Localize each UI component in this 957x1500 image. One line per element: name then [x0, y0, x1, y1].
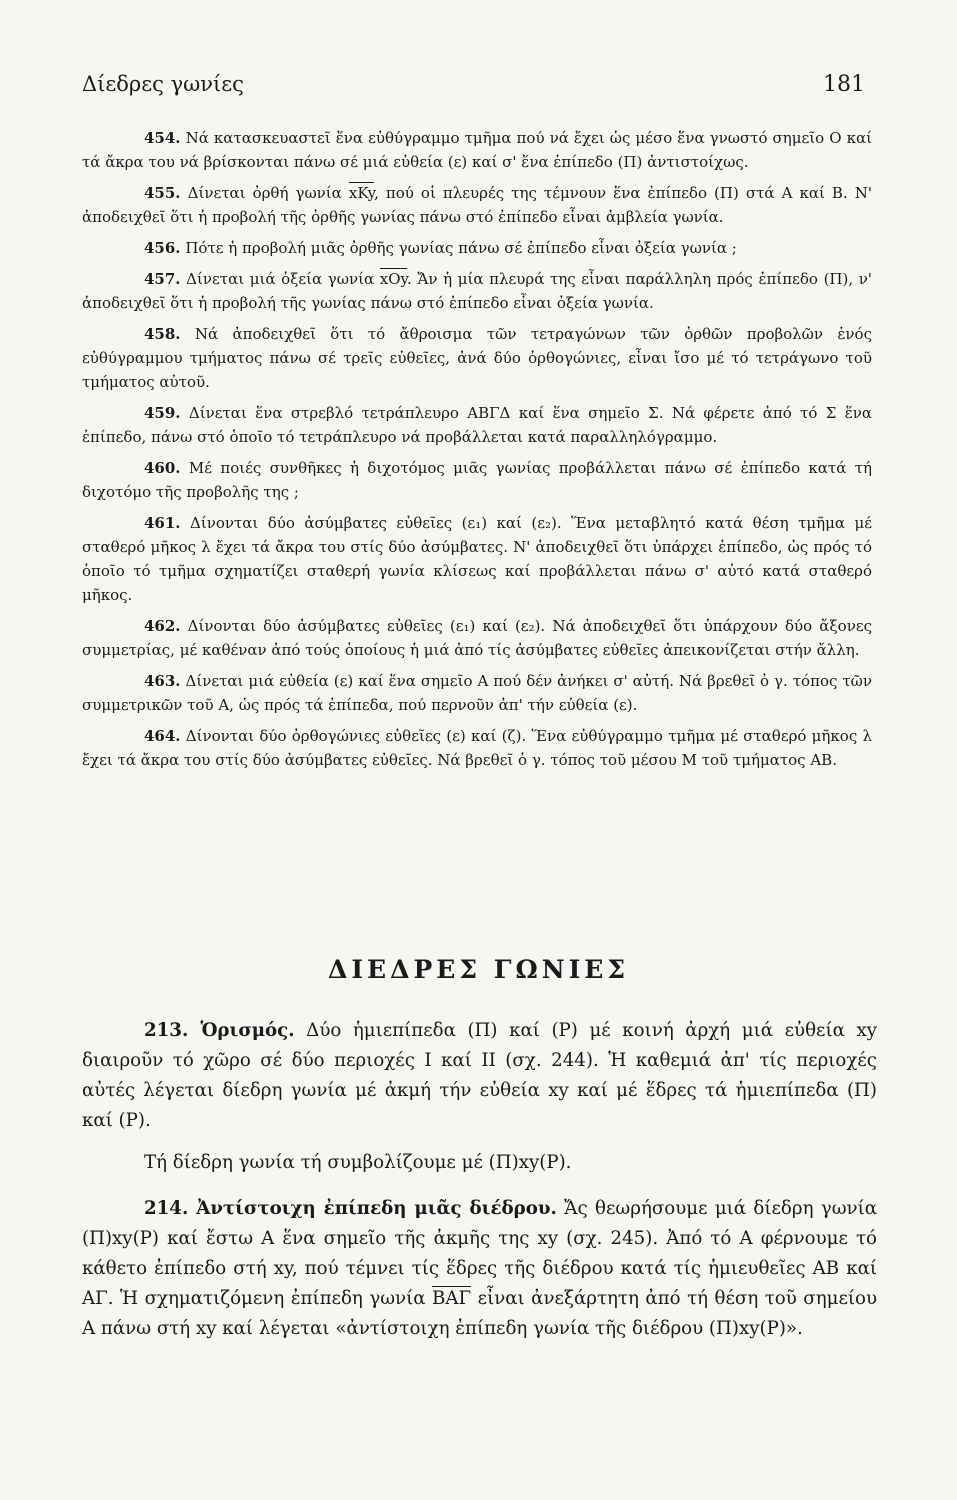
paragraph-number: 213.: [144, 1020, 201, 1041]
exercise-text: Δίνεται μιά εὐθεία (ε) καί ἕνα σημεῖο Α πού δέν ἀνήκει σ' αὐτή. Νά βρεθεῖ ὁ γ. τόπος τῶν συμμετρικῶν τοῦ Α, ὡς πρός τά ἐπίπεδα, πού περνοῦν ἀπ' τήν εὐθεία (ε).: [82, 672, 872, 714]
running-head: [82, 72, 865, 102]
exercise-text: Δίνεται ἕνα στρεβλό τετράπλευρο ΑΒΓΔ καί ἕνα σημεῖο Σ. Νά φέρετε ἀπό τό Σ ἕνα ἐπίπεδο, πάνω στό ὁποῖο τό τετράπλευρο νά προβάλλεται κατά παραλληλόγραμμο.: [82, 404, 872, 446]
exercise-456: [82, 236, 872, 260]
exercise-number: 460.: [144, 459, 181, 477]
exercise-text: Δίνονται δύο ὀρθογώνιες εὐθεῖες (ε) καί (ζ). Ἕνα εὐθύγραμμο τμῆμα μέ σταθερό μῆκος λ ἔχει τά ἄκρα του στίς δύο ἀσύμβατες εὐθεῖες. Νά βρεθεῖ ὁ γ. τόπος τοῦ μέσου Μ τοῦ τμήματος ΑΒ.: [82, 727, 872, 769]
exercise-text-cont: , πού οἱ πλευρές της τέμνουν ἕνα ἐπίπεδο (Π) στά Α καί Β. Ν' ἀποδειχθεῖ ὅτι ἡ προβολή τῆς ὀρθῆς γωνίας πάνω στό ἐπίπεδο εἶναι ἀμβλεία γωνία.: [82, 184, 872, 226]
section-title: ΔΙΕΔΡΕΣ ΓΩΝΙΕΣ: [327, 955, 630, 984]
paragraph-214: [82, 1194, 877, 1344]
paragraph-number: 214.: [144, 1198, 197, 1219]
exercise-number: 455.: [144, 184, 181, 202]
notation-line: Τή δίεδρη γωνία τή συμβολίζουμε μέ (Π)xy(Ρ).: [144, 1152, 572, 1173]
exercise-463: [82, 669, 872, 717]
exercise-text: Νά ἀποδειχθεῖ ὅτι τό ἄθροισμα τῶν τετραγώνων τῶν ὀρθῶν προβολῶν ἑνός εὐθύγραμμου τμήματος πάνω σέ τρεῖς εὐθεῖες, ἀνά δύο ὀρθογώνιες, εἶναι ἴσο μέ τό τετράγωνο τοῦ τμήματος αὐτοῦ.: [82, 325, 872, 391]
angle-symbol: xOy: [379, 270, 407, 288]
paragraph-heading: Ἀντίστοιχη ἐπίπεδη μιᾶς διέδρου.: [196, 1198, 557, 1219]
exercise-number: 458.: [144, 325, 181, 343]
exercise-462: [82, 614, 872, 662]
exercise-number: 456.: [144, 239, 181, 257]
paragraph-heading: Ὁρισμός.: [200, 1020, 295, 1041]
angle-symbol: ΒΑΓ: [432, 1288, 472, 1309]
main-text: [82, 1016, 877, 1356]
exercise-460: [82, 456, 872, 504]
exercise-458: [82, 322, 872, 394]
exercise-text: Δίνονται δύο ἀσύμβατες εὐθεῖες (ε₁) καί (ε₂). Νά ἀποδειχθεῖ ὅτι ὑπάρχουν δύο ἄξονες συμμετρίας, μέ καθέναν ἀπό τούς ὁποίους ἡ μιά ἀπό τίς ἀσύμβατες εὐθεῖες ἀπεικονίζεται στήν ἄλλη.: [82, 617, 872, 659]
angle-symbol: xKy: [348, 184, 375, 202]
exercise-text-cont: . Ἄν ἡ μία πλευρά της εἶναι παράλληλη πρός ἐπίπεδο (Π), ν' ἀποδειχθεῖ ὅτι ἡ προβολή τῆς γωνίας πάνω στό ἐπίπεδο εἶναι ὀξεία γωνία.: [82, 270, 872, 312]
paragraph-213: [82, 1016, 877, 1136]
page-number: 181: [823, 72, 865, 97]
exercise-text: Νά κατασκευαστεῖ ἕνα εὐθύγραμμο τμῆμα πού νά ἔχει ὡς μέσο ἕνα γνωστό σημεῖο Ο καί τά ἄκρα του νά βρίσκονται πάνω σέ μιά εὐθεία (ε) καί σ' ἕνα ἐπίπεδο (Π) ἀντιστοίχως.: [82, 129, 872, 171]
exercise-number: 461.: [144, 514, 181, 532]
chapter-title: Δίεδρες γωνίες: [82, 72, 244, 96]
exercise-464: [82, 724, 872, 772]
exercise-number: 464.: [144, 727, 181, 745]
exercise-number: 454.: [144, 129, 181, 147]
exercise-number: 463.: [144, 672, 181, 690]
exercise-457: [82, 267, 872, 315]
paragraph-text: Δύο ἡμιεπίπεδα (Π) καί (Ρ) μέ κοινή ἀρχή μιά εὐθεία xy διαιροῦν τό χῶρο σέ δύο περιοχές Ι καί ΙΙ (σχ. 244). Ἡ καθεμιά ἀπ' τίς περιοχές αὐτές λέγεται δίεδρη γωνία μέ ἀκμή τήν εὐθεία xy καί μέ ἕδρες τά ἡμιεπίπεδα (Π) καί (Ρ).: [82, 1020, 877, 1131]
exercise-text: Πότε ἡ προβολή μιᾶς ὀρθῆς γωνίας πάνω σέ ἐπίπεδο εἶναι ὀξεία γωνία ;: [185, 239, 737, 257]
exercise-number: 459.: [144, 404, 181, 422]
paragraph-text-cont: εἶναι ἀνεξάρτητη ἀπό τή θέση τοῦ σημείου Α πάνω στή xy καί λέγεται «ἀντίστοιχη ἐπίπεδη γωνία τῆς διέδρου (Π)xy(Ρ)».: [82, 1288, 878, 1339]
exercise-461: [82, 511, 872, 607]
exercise-list: [82, 126, 872, 779]
exercise-454: [82, 126, 872, 174]
exercise-459: [82, 401, 872, 449]
exercise-text: Δίνεται ὀρθή γωνία: [187, 184, 349, 202]
exercise-text: Δίνονται δύο ἀσύμβατες εὐθεῖες (ε₁) καί (ε₂). Ἕνα μεταβλητό κατά θέση τμῆμα μέ σταθερό μῆκος λ ἔχει τά ἄκρα του στίς δύο ἀσύμβατες. Ν' ἀποδειχθεῖ ὅτι ὑπάρχει ἐπίπεδο, ὡς πρός τό ὁποῖο τό τμῆμα σχηματίζει σταθερή γωνία κλίσεως καί προβάλλεται πάνω σ' αὐτό κατά σταθερό μῆκος.: [82, 514, 872, 604]
exercise-455: [82, 181, 872, 229]
exercise-number: 462.: [144, 617, 181, 635]
paragraph-text: Ἄς θεωρήσουμε μιά δίεδρη γωνία (Π)xy(Ρ) καί ἔστω Α ἕνα σημεῖο τῆς ἀκμῆς της xy (σχ. 245). Ἀπό τό Α φέρνουμε τό κάθετο ἐπίπεδο στή xy, πού τέμνει τίς ἕδρες τῆς διέδρου κατά τίς ἡμιευθεῖες ΑΒ καί ΑΓ. Ἡ σχηματιζόμενη ἐπίπεδη γωνία: [82, 1198, 877, 1309]
exercise-text: Μέ ποιές συνθῆκες ἡ διχοτόμος μιᾶς γωνίας προβάλλεται πάνω σέ ἐπίπεδο κατά τή διχοτόμο τῆς προβολῆς της ;: [82, 459, 872, 501]
exercise-text: Δίνεται μιά ὀξεία γωνία: [186, 270, 380, 288]
exercise-number: 457.: [144, 270, 181, 288]
